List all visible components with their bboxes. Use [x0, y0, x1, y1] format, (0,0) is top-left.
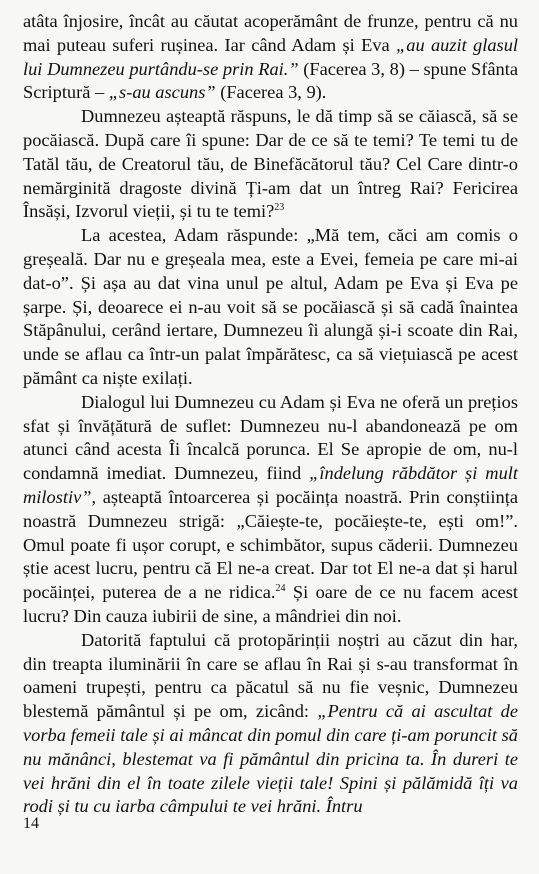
quoted-text: „Pentru că ai ascultat de vorba femeii tale și ai mâncat din pomul din care ți-am poruncit să nu mănânci, blestemat va fi pământul din pricina ta. În dureri te vei hrăni din el în toate zilele vieții tale! Spini și pălămidă îți va rodi și tu cu iarba câmpului te vei hrăni. Întru	[23, 701, 518, 817]
text-run: Dialogul lui Dumnezeu cu Adam și Eva ne oferă un prețios sfat și învățătură de suflet: Dumnezeu nu-l abandonează pe om atunci când acesta Îi încalcă porunca. El Se apropie de om, nu-l condamnă imediat. Dumnezeu, fiind	[23, 391, 518, 484]
paragraph-4	[23, 391, 518, 629]
text-run: (Facerea 3, 8) – spune Sfânta Scriptură –	[23, 58, 518, 103]
footnote-ref: 24	[275, 583, 286, 594]
text-run: (Facerea 3, 9).	[215, 82, 327, 103]
text-run: atâta înjosire, încât au căutat acoperământ de frunze, pentru că nu mai puteau suferi rușinea. Iar când Adam și Eva	[23, 11, 518, 55]
quoted-text: „au auzit glasul lui Dumnezeu purtându-se prin Rai.”	[23, 34, 519, 79]
text-run: , așteaptă întoarcerea și pocăința noastră. Prin conștiința noastră Dumnezeu strigă: „Căiește-te, pocăiește-te, ești om!”. Omul poate fi ușor corupt, e schimbător, supus căderii. Dumnezeu știe acest lucru, pentru că El ne-a creat. Dar tot El ne-a dat și harul pocăinței, puterea de a ne ridica.	[23, 486, 518, 603]
body-text	[23, 10, 518, 819]
text-run: La acestea, Adam răspunde: „Mă tem, căci am comis o greșeală. Dar nu e greșeala mea, este a Evei, femeia pe care mi-ai dat-o”. Și așa au dat vina unul pe altul, Adam pe Eva și Eva pe șarpe. Și, deoarece ei n-au voit să se pocăiască și să cadă înaintea Stăpânului, cerând iertare, Dumnezeu îi alungă și-i scoate din Rai, unde se aflau ca într-un palat împărătesc, ca să viețuiască pe acest pământ ca niște exilați.	[23, 225, 518, 388]
paragraph-3	[23, 224, 518, 391]
paragraph-5	[23, 629, 518, 819]
text-run: Și oare de ce nu facem acest lucru? Din cauza iubirii de sine, a mândriei din noi.	[23, 582, 518, 626]
page-number: 14	[23, 815, 39, 832]
footnote-ref: 23	[274, 202, 285, 214]
quoted-text: „s-au ascuns”	[108, 82, 216, 103]
text-run: Dumnezeu așteaptă răspuns, le dă timp să se căiască, să se pocăiască. După care îi spune: Dar de ce să te temi? Te temi tu de Tatăl tău, de Creatorul tău, de Binefăcătorul tău? Cel Care dintr-o nemărginită dragoste divină Ți-am dat un întreg Rai? Fericirea Însăși, Izvorul vieții, și tu te temi?	[23, 106, 518, 222]
paragraph-1	[23, 10, 518, 105]
quoted-text: „îndelung răbdător și mult milostiv”	[23, 463, 518, 507]
text-run: Datorită faptului că protopărinții noștri au căzut din har, din treapta iluminării în care se aflau în Rai și s-au transformat în oameni trupești, pentru ca păcatul să nu fie veșnic, Dumnezeu blestemă pământul și pe om, zicând:	[23, 629, 518, 722]
paragraph-2	[23, 105, 518, 224]
